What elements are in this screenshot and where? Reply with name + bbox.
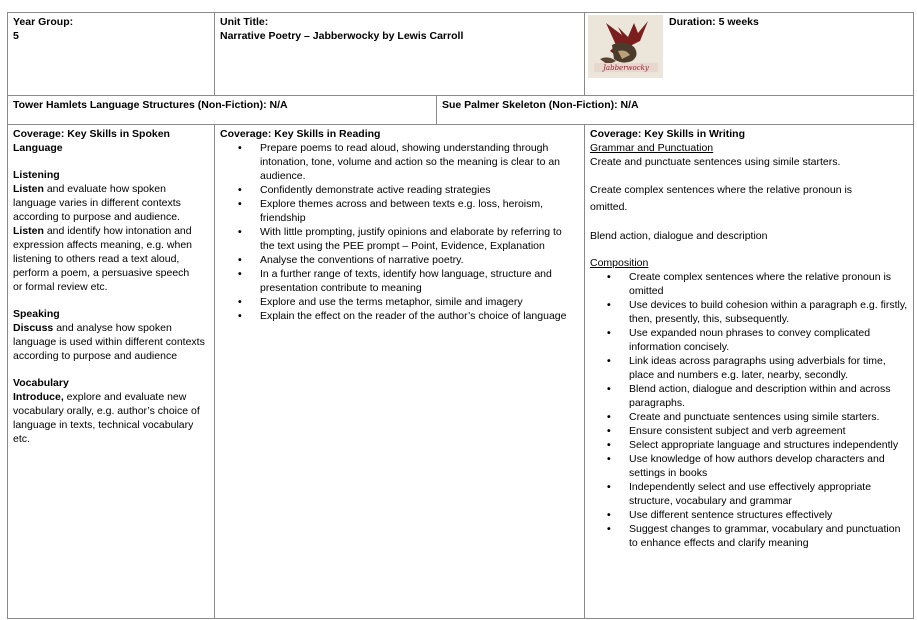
reading-item: • Prepare poems to read aloud, showing understanding through intonation, tone, volume and action so the meaning is clear to an audience. [260, 141, 579, 183]
speaking-rest: and analyse how spoken language is used within different contexts according to purpose and audience [13, 322, 205, 362]
composition-item: • Independently select and use effectively appropriate structure, vocabulary and grammar [629, 480, 908, 508]
reading-cell [214, 124, 585, 619]
grammar-heading: Grammar and Punctuation [590, 142, 714, 154]
reading-item: • Explore themes across and between texts e.g. loss, heroism, friendship [260, 197, 579, 225]
tower-hamlets-structures: Tower Hamlets Language Structures (Non-Fiction): N/A [13, 99, 288, 111]
introduce-keyword: Introduce, [13, 391, 64, 403]
composition-item: • Create complex sentences where the relative pronoun is omitted [629, 270, 908, 298]
listen-identify-text [13, 224, 196, 294]
duration-label: Duration: 5 weeks [669, 16, 759, 28]
listen-keyword: Listen [13, 225, 44, 237]
dragon-illustration-icon [588, 15, 663, 78]
listen-evaluate-text [13, 182, 196, 224]
composition-item: • Link ideas across paragraphs using adverbials for time, place and numbers e.g. later, nearby, secondly. [629, 354, 908, 382]
composition-item: • Use devices to build cohesion within a paragraph e.g. firstly, then, presently, this, subsequently. [629, 298, 908, 326]
year-group-cell [7, 12, 215, 96]
reading-item: • Confidently demonstrate active reading strategies [260, 183, 579, 197]
grammar-item: Create complex sentences where the relative pronoun is omitted. [590, 184, 853, 213]
composition-list [590, 270, 908, 550]
year-group-label: Year Group: [13, 16, 74, 28]
speaking-text [13, 321, 208, 363]
spoken-language-title: Coverage: Key Skills in Spoken Language [13, 128, 170, 154]
grammar-item: Create and punctuate sentences using simile starters. [590, 156, 841, 168]
reading-item: • Analyse the conventions of narrative poetry. [260, 253, 579, 267]
composition-heading: Composition [590, 257, 649, 269]
composition-item: • Use knowledge of how authors develop characters and settings in books [629, 452, 908, 480]
composition-item: • Use expanded noun phrases to convey complicated information concisely. [629, 326, 908, 354]
duration-cell [584, 12, 914, 96]
reading-item: • With little prompting, justify opinions and elaborate by referring to the text using the PEE prompt – Point, Evidence, Explanation [260, 225, 579, 253]
unit-title-value: Narrative Poetry – Jabberwocky by Lewis Carroll [220, 30, 464, 42]
composition-item: • Use different sentence structures effectively [629, 508, 908, 522]
grammar-item: Blend action, dialogue and description [590, 230, 768, 242]
writing-title: Coverage: Key Skills in Writing [590, 128, 746, 140]
reading-list [220, 141, 579, 323]
unit-title-label: Unit Title: [220, 16, 269, 28]
image-caption-text: Jabberwocky [603, 64, 649, 72]
reading-item: • Explore and use the terms metaphor, simile and imagery [260, 295, 579, 309]
writing-cell [584, 124, 914, 619]
speaking-heading: Speaking [13, 308, 60, 320]
composition-item: • Create and punctuate sentences using simile starters. [629, 410, 908, 424]
vocabulary-heading: Vocabulary [13, 377, 69, 389]
listen-evaluate-rest: and evaluate how spoken language varies in different contexts according to purpose and audience. [13, 183, 181, 223]
vocabulary-text [13, 390, 208, 446]
sue-palmer-cell [436, 95, 914, 125]
composition-item: • Suggest changes to grammar, vocabulary and punctuation to enhance effects and clarify meaning [629, 522, 908, 550]
listen-identify-rest: and identify how intonation and expression affects meaning, e.g. when listening to others read a text aloud, perform a poem, a persuasive speech or formal review etc. [13, 225, 192, 293]
sue-palmer-skeleton: Sue Palmer Skeleton (Non-Fiction): N/A [442, 99, 639, 111]
composition-item: • Ensure consistent subject and verb agreement [629, 424, 908, 438]
composition-item: • Select appropriate language and structures independently [629, 438, 908, 452]
discuss-keyword: Discuss [13, 322, 54, 334]
year-group-value: 5 [13, 30, 19, 42]
jabberwocky-image [588, 15, 663, 78]
spoken-language-cell [7, 124, 215, 619]
reading-title: Coverage: Key Skills in Reading [220, 128, 381, 140]
reading-item: • Explain the effect on the reader of the author’s choice of language [260, 309, 579, 323]
listen-keyword: Listen [13, 183, 44, 195]
reading-item: • In a further range of texts, identify how language, structure and presentation contribute to meaning [260, 267, 579, 295]
listening-heading: Listening [13, 169, 60, 181]
unit-title-cell [214, 12, 585, 96]
tower-hamlets-cell [7, 95, 437, 125]
vocabulary-rest: explore and evaluate new vocabulary orally, e.g. author’s choice of language in texts, technical vocabulary etc. [13, 391, 200, 445]
composition-item: • Blend action, dialogue and description within and across paragraphs. [629, 382, 908, 410]
